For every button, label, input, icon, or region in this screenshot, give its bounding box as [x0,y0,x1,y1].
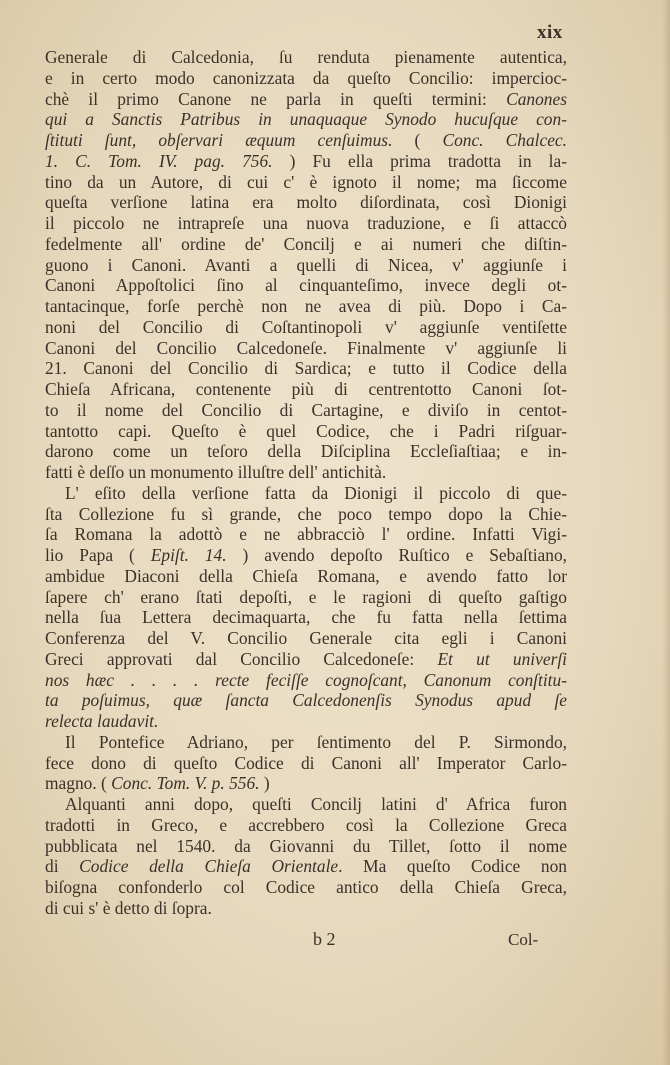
text-segment: pubblicata nel 1540. da Giovanni du Tillet, ſotto il nome [45,835,567,856]
text-segment: lio Papa ( [45,545,151,565]
text-segment: fatti è deſſo un monumento illuſtre dell' antichità. [45,462,387,482]
text-line [45,607,567,628]
italic-text: Et ut univerſi [437,648,567,669]
text-line [45,172,567,193]
text-segment: ſapere ch' erano ſtati depoſti, e le ragioni di queſto gaſtigo [45,586,567,607]
text-segment: Generale di Calcedonia, ſu renduta pienamente autentica, [45,47,567,67]
text-segment: e in certo modo canonizzata da queſto Concilio: impercioc- [45,67,567,88]
text-line [45,483,567,504]
text-segment: queſta verſione latina era molto diſordinata, così Dionigi [45,192,567,213]
text-line [45,711,567,732]
text-line [45,504,567,525]
italic-text: Canones [506,88,567,109]
text-line [45,421,567,442]
text-segment: Il Pontefice Adriano, per ſentimento del P. Sirmondo, [65,731,567,752]
text-segment: ) [259,773,270,794]
text-line [45,89,567,110]
text-line [45,338,567,359]
text-line [45,649,567,670]
text-segment: Canoni Appoſtolici ſino al cinquanteſimo, invece degli ot- [45,275,567,296]
text-segment: tino da un Autore, di cui c' è ignoto il nome; ma ſiccome [45,171,567,192]
italic-text: nos hæc . . . . recte feciſſe cognoſcant, Canonum conſtitu- [45,669,567,690]
text-line [45,524,567,545]
italic-text: ta poſuimus, quæ ſancta Calcedonenſis Synodus apud ſe [45,690,567,711]
text-segment: tradotti in Greco, e accrebbero così la Collezione Greca [45,814,567,835]
italic-text: 1. C. Tom. IV. pag. 756. [45,150,273,171]
text-line [45,275,567,296]
text-line [45,732,567,753]
text-line [45,753,567,774]
paragraph [45,794,567,919]
text-segment: nella ſua Lettera decimaquarta, che fu fatta nella ſettima [45,607,567,628]
text-segment: ſta Collezione fu sì grande, che poco tempo dopo la Chie- [45,503,567,524]
catchword: Col- [508,930,539,949]
text-line [45,358,567,379]
text-line [45,773,567,794]
signature-mark: b 2 [313,929,336,949]
text-line [45,68,567,89]
text-segment: ) Fu ella prima tradotta in la- [272,150,567,171]
text-line [45,317,567,338]
text-line [45,815,567,836]
text-line [45,400,567,421]
text-segment: Alquanti anni dopo, queſti Concilj latini d' Africa furon [65,794,567,814]
text-segment: ) avendo depoſto Ruſtico e Sebaſtiano, [226,545,567,565]
text-line [45,856,567,877]
text-segment: tantacinque, forſe perchè non ne avea di più. Dopo i Ca- [45,296,567,316]
text-line [45,47,567,68]
text-line [45,255,567,276]
text-segment: di cui s' è detto di ſopra. [45,897,212,918]
text-segment: di [45,856,80,877]
text-line [45,836,567,857]
text-line [45,379,567,400]
text-segment: darono come un teſoro della Diſciplina Eccleſiaſtiaa; e in- [45,441,567,462]
text-segment: ambidue Diaconi della Chieſa Romana, e avendo fatto lor [45,565,567,586]
italic-text: Codice della Chieſa Orientale [79,856,339,877]
paragraph [45,732,567,794]
text-segment: 21. Canoni del Concilio di Sardica; e tutto il Codice della [45,358,567,379]
text-line [45,794,567,815]
italic-text: qui a Sanctis Patribus in unaquaque Synodo hucuſque con- [45,109,567,130]
text-line [45,462,567,483]
text-segment: tantotto capi. Queſto è quel Codice, che i Padri riſguar- [45,420,567,441]
text-segment: ſa Romana la adottò e ne abbracciò l' ordine. Infatti Vigi- [45,524,567,545]
text-line [45,690,567,711]
text-segment: chè il primo Canone ne parla in queſti termini: [45,88,507,109]
text-line [45,587,567,608]
text-segment: to il nome del Concilio di Cartagine, e diviſo in centot- [45,399,567,420]
text-line [45,628,567,649]
text-line [45,234,567,255]
page-number: xix [537,22,563,43]
text-segment: fece dono di queſto Codice di Canoni all' Imperator Carlo- [45,752,567,773]
text-line [45,130,567,151]
text-segment: Canoni del Concilio Calcedoneſe. Finalmente v' aggiunſe li [45,337,567,358]
text-line [45,192,567,213]
text-line [45,877,567,898]
text-line [45,566,567,587]
text-line [45,151,567,172]
text-line [45,109,567,130]
text-segment: Conferenza del V. Concilio Generale cita egli i Canoni [45,628,567,648]
text-segment: . Ma queſto Codice non [338,856,567,877]
text-line [45,545,567,566]
text-segment: Greci approvati dal Concilio Calcedoneſe: [45,648,438,669]
body-text [45,47,567,919]
text-line [45,898,567,919]
text-segment: biſogna confonderlo col Codice antico della Chieſa Greca, [45,877,567,897]
paragraph [45,483,567,732]
text-line [45,441,567,462]
italic-text: relecta laudavit. [45,711,159,731]
text-line [45,213,567,234]
text-segment: Chieſa Africana, contenente più di centrentotto Canoni ſot- [45,379,567,399]
text-segment: guono i Canoni. Avanti a quelli di Nicea, v' aggiunſe i [45,254,567,275]
paragraph [45,47,567,483]
text-segment: noni del Concilio di Coſtantinopoli v' aggiunſe ventiſette [45,316,567,337]
italic-text: Epiſt. 14. [150,545,227,565]
text-line [45,670,567,691]
italic-text: ſtituti ſunt, obſervari æquum cenſuimus. [45,130,393,150]
text-segment: fedelmente all' ordine de' Concilj e ai numeri che diſtin- [45,233,567,254]
text-segment: magno. ( [45,773,112,794]
text-line [45,296,567,317]
text-segment: il piccolo ne intrapreſe una nuova traduzione, e ſi attaccò [45,213,567,233]
italic-text: Conc. Tom. V. p. 556. [111,773,260,794]
text-segment: ( [392,130,443,150]
page-edge-shadow [662,0,670,1065]
italic-text: Conc. Chalcec. [442,130,567,150]
text-segment: L' eſito della verſione fatta da Dionigi il piccolo di que- [65,482,567,503]
